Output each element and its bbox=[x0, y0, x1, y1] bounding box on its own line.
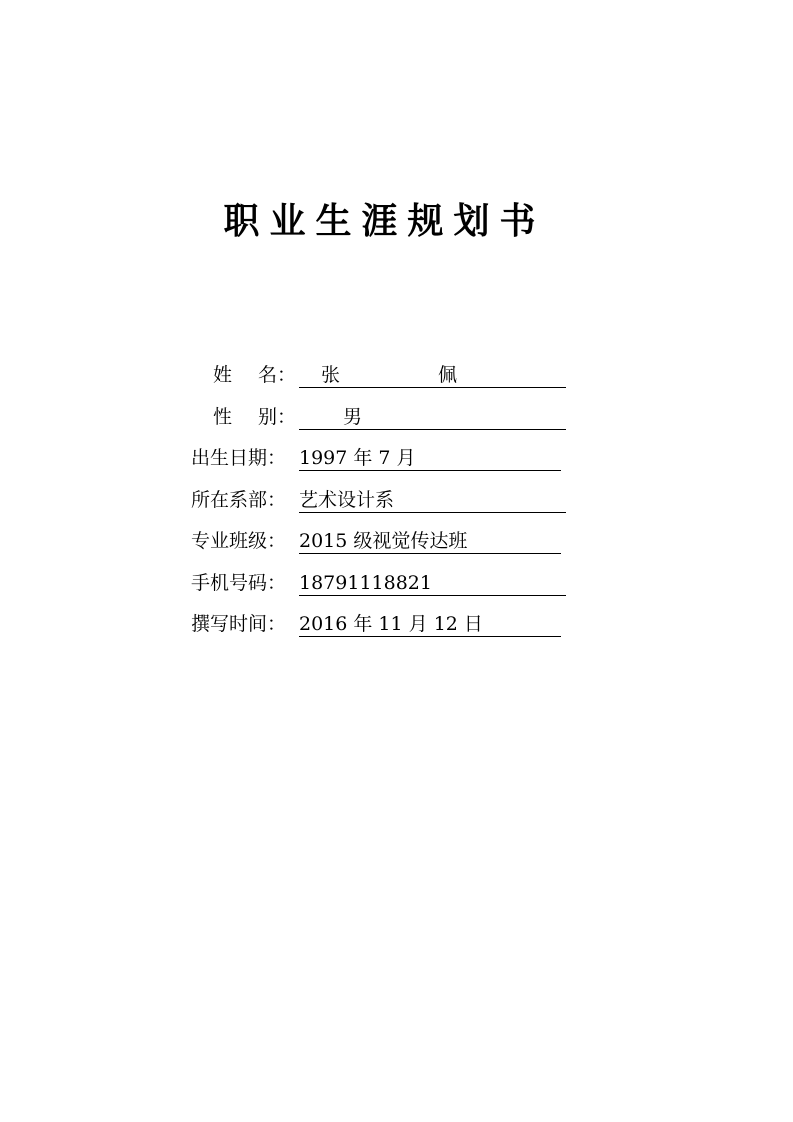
phone-field bbox=[191, 570, 432, 596]
birth-date-value: 1997 年 7 月 bbox=[299, 447, 416, 469]
name-label-char-2: 名： bbox=[258, 364, 297, 386]
department-value: 艺术设计系 bbox=[299, 489, 395, 511]
name-value-surname: 张 bbox=[321, 364, 341, 386]
name-label-char-1: 姓 bbox=[213, 364, 233, 386]
gender-value-line bbox=[299, 404, 566, 430]
phone-value-line bbox=[299, 570, 566, 596]
written-date-field bbox=[191, 611, 483, 637]
class-label: 专业班级： bbox=[191, 530, 287, 552]
written-date-value: 2016 年 11 月 12 日 bbox=[299, 613, 483, 635]
department-label: 所在系部： bbox=[191, 489, 287, 511]
class-value: 2015 级视觉传达班 bbox=[299, 530, 468, 552]
birth-date-field bbox=[191, 445, 416, 471]
phone-label: 手机号码： bbox=[191, 572, 287, 594]
name-value-line bbox=[299, 362, 566, 388]
department-value-line bbox=[299, 487, 566, 513]
gender-field bbox=[191, 404, 363, 430]
birth-date-label: 出生日期： bbox=[191, 447, 287, 469]
gender-label-char-2: 别： bbox=[258, 406, 297, 428]
department-field bbox=[191, 487, 395, 513]
gender-value: 男 bbox=[343, 406, 363, 428]
name-value-given: 佩 bbox=[438, 364, 458, 386]
gender-label-char-1: 性 bbox=[213, 406, 233, 428]
class-value-line bbox=[299, 528, 561, 554]
class-field bbox=[191, 528, 468, 554]
document-title: 职业生涯规划书 bbox=[223, 201, 546, 242]
phone-value: 18791118821 bbox=[299, 572, 432, 594]
written-date-label: 撰写时间： bbox=[191, 613, 287, 635]
written-date-value-line bbox=[299, 611, 561, 637]
birth-date-value-line bbox=[299, 445, 561, 471]
name-field bbox=[191, 362, 458, 388]
